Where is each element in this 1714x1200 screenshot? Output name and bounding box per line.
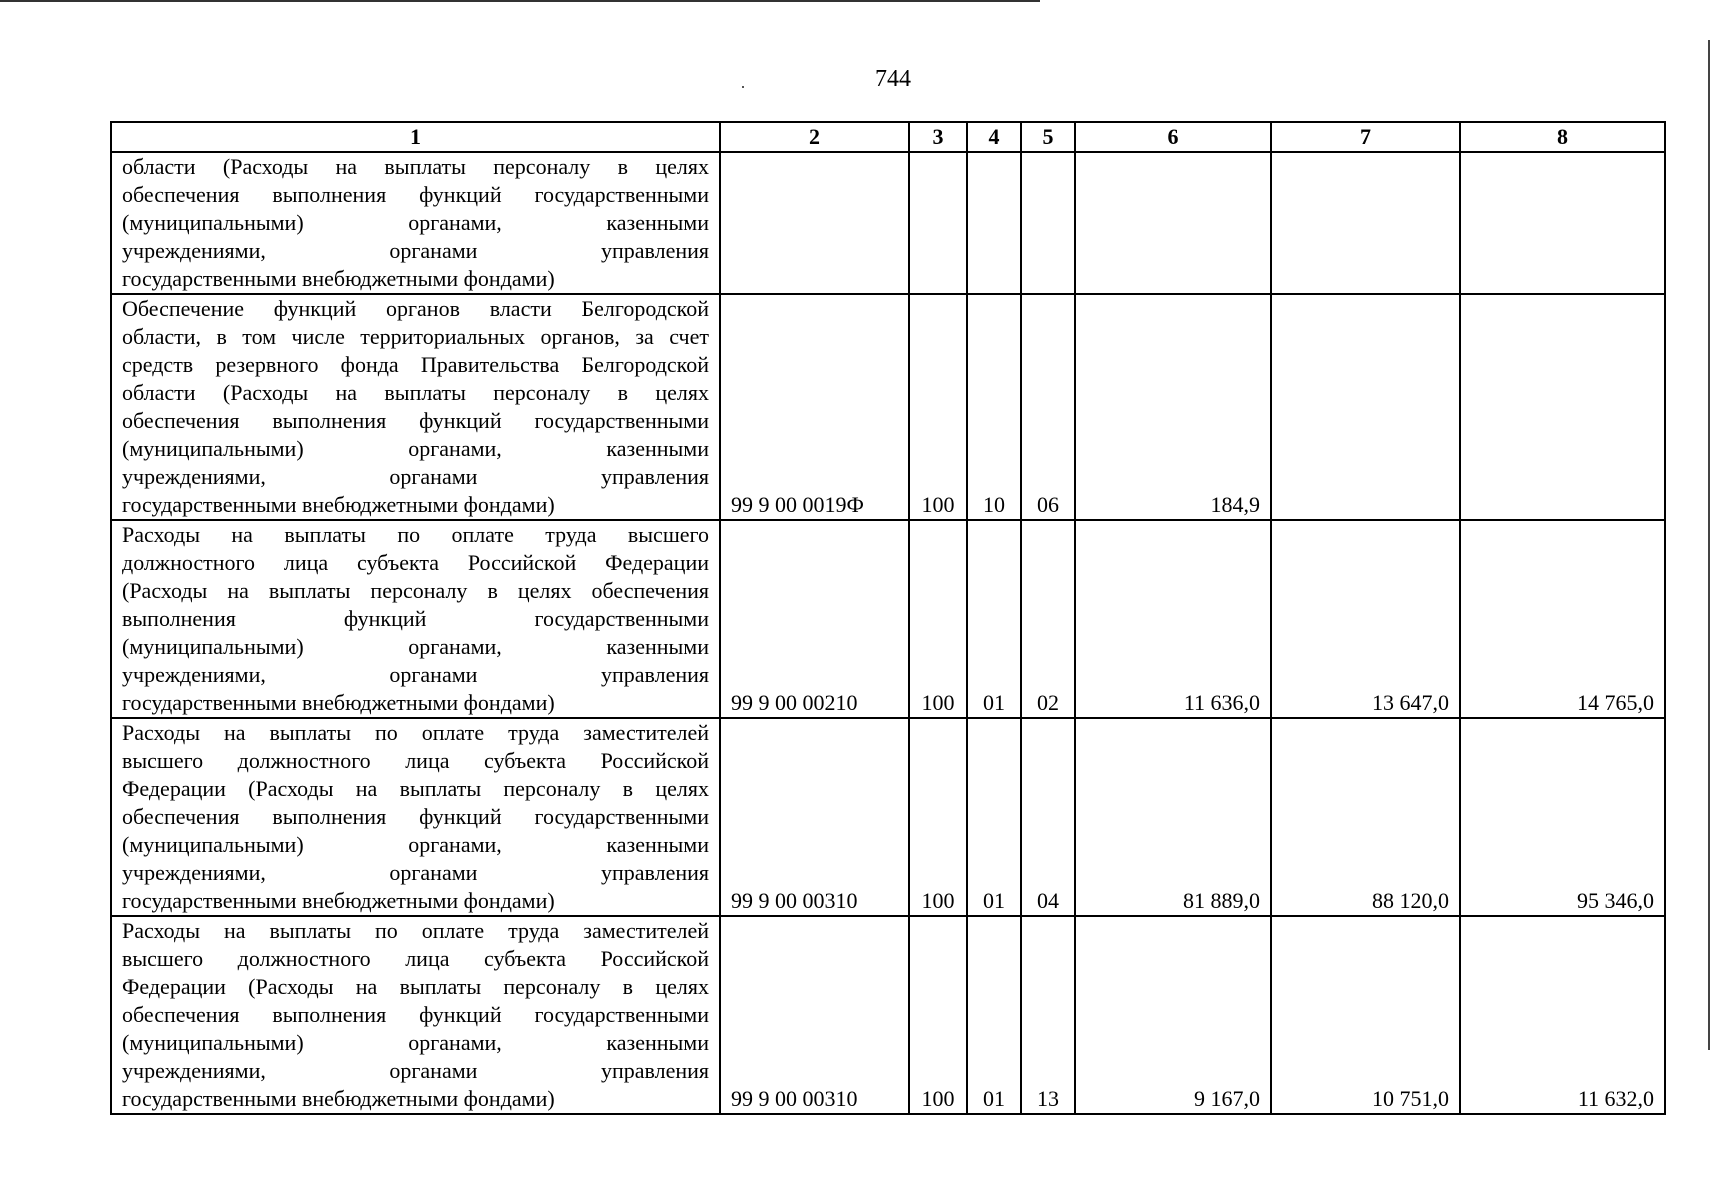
description-line: (муниципальными) органами, казенными — [122, 1030, 709, 1055]
scan-right-edge-line — [1708, 40, 1710, 1050]
expense-type: 100 — [909, 916, 967, 1114]
table-row — [111, 718, 1665, 916]
row-description — [111, 294, 720, 520]
description-line: обеспечения выполнения функций государственными — [122, 1002, 709, 1027]
amount-col-6: 11 636,0 — [1075, 520, 1271, 718]
amount-col-7 — [1271, 294, 1460, 520]
budget-code: 99 9 00 00310 — [720, 916, 909, 1114]
description-line: обеспечения выполнения функций государственными — [122, 182, 709, 207]
header-col-7: 7 — [1271, 122, 1460, 152]
header-col-6: 6 — [1075, 122, 1271, 152]
description-line: обеспечения выполнения функций государственными — [122, 804, 709, 829]
amount-col-8: 11 632,0 — [1460, 916, 1665, 1114]
description-line: высшего должностного лица субъекта Российской — [122, 946, 709, 971]
description-line: учреждениями, органами управления — [122, 1058, 709, 1083]
budget-code: 99 9 00 0019Ф — [720, 294, 909, 520]
section: 01 — [967, 718, 1021, 916]
subsection: 04 — [1021, 718, 1075, 916]
amount-col-8 — [1460, 152, 1665, 294]
amount-col-6 — [1075, 152, 1271, 294]
scan-dot — [742, 86, 744, 88]
page-number: 744 — [875, 66, 911, 92]
budget-table — [110, 121, 1666, 1115]
description-line: области (Расходы на выплаты персоналу в целях — [122, 154, 709, 179]
description-line: государственными внебюджетными фондами) — [122, 690, 555, 715]
description-line: Обеспечение функций органов власти Белгородской — [122, 296, 709, 321]
table-row — [111, 916, 1665, 1114]
amount-col-6: 9 167,0 — [1075, 916, 1271, 1114]
amount-col-8 — [1460, 294, 1665, 520]
amount-col-8: 14 765,0 — [1460, 520, 1665, 718]
amount-col-6: 81 889,0 — [1075, 718, 1271, 916]
expense-type: 100 — [909, 520, 967, 718]
subsection — [1021, 152, 1075, 294]
description-line: обеспечения выполнения функций государственными — [122, 408, 709, 433]
description-line: Расходы на выплаты по оплате труда заместителей — [122, 720, 709, 745]
section: 01 — [967, 916, 1021, 1114]
description-line: средств резервного фонда Правительства Белгородской — [122, 352, 709, 377]
description-line: государственными внебюджетными фондами) — [122, 888, 555, 913]
description-line: (муниципальными) органами, казенными — [122, 832, 709, 857]
section — [967, 152, 1021, 294]
budget-code: 99 9 00 00210 — [720, 520, 909, 718]
header-col-8: 8 — [1460, 122, 1665, 152]
row-description — [111, 718, 720, 916]
description-line: (Расходы на выплаты персоналу в целях обеспечения — [122, 578, 709, 603]
section: 10 — [967, 294, 1021, 520]
expense-type: 100 — [909, 718, 967, 916]
description-line: (муниципальными) органами, казенными — [122, 210, 709, 235]
amount-col-7: 88 120,0 — [1271, 718, 1460, 916]
header-col-1: 1 — [111, 122, 720, 152]
table-row — [111, 294, 1665, 520]
table-row — [111, 520, 1665, 718]
scan-top-rule — [0, 0, 1040, 2]
description-line: государственными внебюджетными фондами) — [122, 492, 555, 517]
description-line: высшего должностного лица субъекта Российской — [122, 748, 709, 773]
description-line: (муниципальными) органами, казенными — [122, 436, 709, 461]
amount-col-7: 13 647,0 — [1271, 520, 1460, 718]
amount-col-8: 95 346,0 — [1460, 718, 1665, 916]
description-line: выполнения функций государственными — [122, 606, 709, 631]
expense-type: 100 — [909, 294, 967, 520]
description-line: (муниципальными) органами, казенными — [122, 634, 709, 659]
header-col-3: 3 — [909, 122, 967, 152]
table-row — [111, 152, 1665, 294]
budget-code: 99 9 00 00310 — [720, 718, 909, 916]
description-line: Расходы на выплаты по оплате труда высшего — [122, 522, 709, 547]
subsection: 13 — [1021, 916, 1075, 1114]
description-line: учреждениями, органами управления — [122, 238, 709, 263]
description-line: Расходы на выплаты по оплате труда заместителей — [122, 918, 709, 943]
header-col-2: 2 — [720, 122, 909, 152]
description-line: Федерации (Расходы на выплаты персоналу в целях — [122, 974, 709, 999]
table-body — [111, 152, 1665, 1114]
description-line: Федерации (Расходы на выплаты персоналу в целях — [122, 776, 709, 801]
description-line: должностного лица субъекта Российской Федерации — [122, 550, 709, 575]
subsection: 06 — [1021, 294, 1075, 520]
header-col-4: 4 — [967, 122, 1021, 152]
expense-type — [909, 152, 967, 294]
header-col-5: 5 — [1021, 122, 1075, 152]
description-line: учреждениями, органами управления — [122, 860, 709, 885]
description-line: государственными внебюджетными фондами) — [122, 266, 555, 291]
row-description — [111, 152, 720, 294]
row-description — [111, 916, 720, 1114]
description-line: области, в том числе территориальных органов, за счет — [122, 324, 709, 349]
row-description — [111, 520, 720, 718]
subsection: 02 — [1021, 520, 1075, 718]
amount-col-6: 184,9 — [1075, 294, 1271, 520]
description-line: учреждениями, органами управления — [122, 662, 709, 687]
description-line: учреждениями, органами управления — [122, 464, 709, 489]
budget-code — [720, 152, 909, 294]
description-line: области (Расходы на выплаты персоналу в целях — [122, 380, 709, 405]
amount-col-7: 10 751,0 — [1271, 916, 1460, 1114]
amount-col-7 — [1271, 152, 1460, 294]
description-line: государственными внебюджетными фондами) — [122, 1086, 555, 1111]
section: 01 — [967, 520, 1021, 718]
header-row — [111, 122, 1665, 152]
